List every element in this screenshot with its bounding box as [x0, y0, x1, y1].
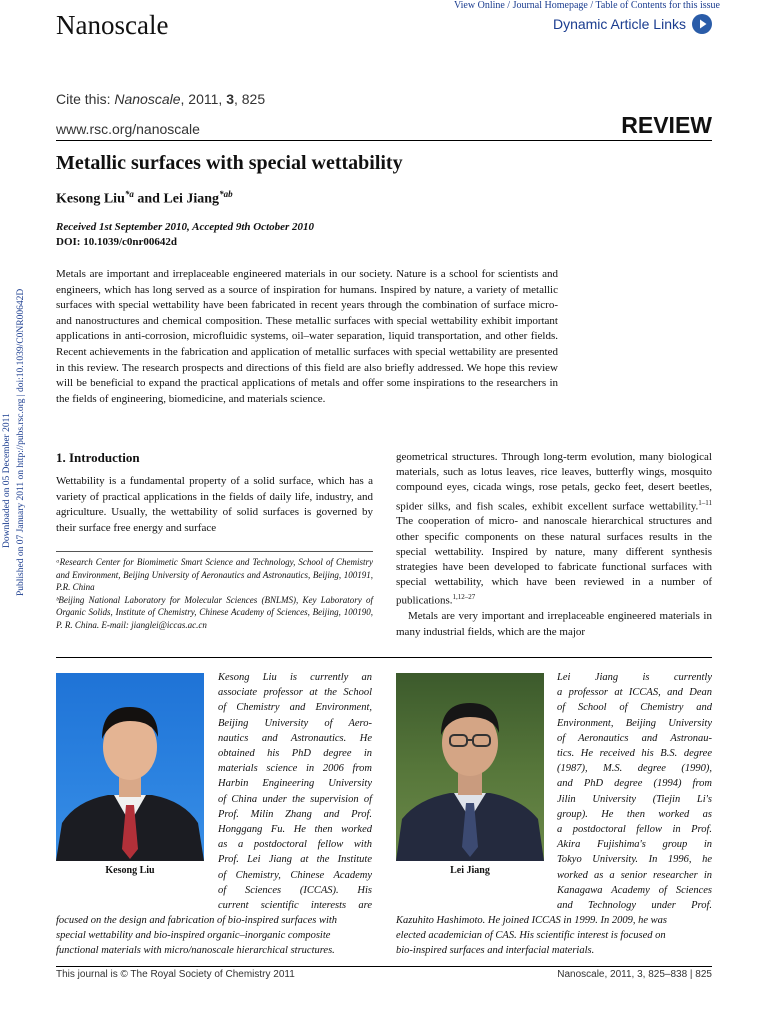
page-citation: Nanoscale, 2011, 3, 825–838 | 825 — [557, 969, 712, 980]
bio1-line: of Sciences (ICCAS). His — [218, 884, 372, 896]
bio1-tail — [56, 913, 373, 959]
website-link[interactable]: www.rsc.org/nanoscale — [56, 121, 200, 137]
cite-year: , 2011, — [180, 91, 227, 107]
cite-volume: 3 — [226, 91, 234, 107]
citation-ref-2[interactable]: 1,12–27 — [452, 593, 476, 602]
bio1-line: Beijing University of Aero- — [218, 717, 372, 729]
author-1-affil: *a — [124, 189, 134, 199]
bio1-line: Harbin Engineering University — [218, 778, 372, 790]
bio2-line: Tokyo University. In 1996, he — [557, 854, 712, 866]
intro-right-text-3: Metals are very important and irreplaceable engineered materials in many industrial fields, which are the major — [396, 610, 712, 638]
dynamic-links-label: Dynamic Article Links — [552, 16, 686, 32]
author-list — [56, 189, 233, 208]
journal-links[interactable]: View Online / Journal Homepage / Table of Contents for this issue — [454, 0, 720, 11]
header-rule — [56, 140, 712, 141]
section-heading: 1. Introduction — [56, 450, 140, 465]
portrait-figure — [396, 673, 544, 861]
download-date: Downloaded on 05 December 2011 — [2, 413, 12, 548]
bio1-line: nautics and Astronautics. He — [218, 732, 372, 744]
footer-rule — [56, 966, 712, 967]
cite-journal: Nanoscale — [114, 91, 181, 107]
bio2-line: and PhD degree (1994) from — [557, 778, 712, 790]
bio2-line: Lei Jiang is currently — [557, 672, 712, 683]
received-dates: Received 1st September 2010, Accepted 9th October 2010 — [56, 221, 315, 233]
bio2-line: of Aeronautics and Astronau- — [557, 732, 712, 744]
bio2-line: a professor at ICCAS, and Dean — [557, 687, 712, 699]
bio1-line: materials science in 2006 from — [218, 763, 372, 775]
bio2-line: Akira Fujishima's group in — [557, 839, 712, 851]
author-2-affil: *ab — [219, 189, 233, 199]
author-photo-lei-jiang — [396, 673, 544, 861]
bio1-line: obtained his PhD degree in — [218, 748, 372, 760]
abstract: Metals are important and irreplaceable engineered materials in our society. Nature is a school for scientists and engineers, which has long served as a source of inspiration for humans. Inspired by nature, a variety of metallic surfaces with special wettability have been fabricated in recent years through the combination of surface micro- and nanostructures and chemical composition. These metallic surfaces with special wettability exhibit important applications in anti-corrosion, microfluidic systems, oil–water separation, liquid transportation, and other fields. Recent achievements in the fabrication and application of metallic surfaces with special wettability are presented in this review. The research prospects and directions of this field are also briefly addressed. We hope this review will be beneficial to expand the practical applications of metals and offer some inspirations to the researchers in the fields of engineering, biomedicine, and materials science. — [56, 268, 558, 405]
portrait-figure — [56, 673, 204, 861]
bio2-tail-line: bio-inspired surfaces and interfacial materials. — [396, 945, 595, 957]
bio2-line: Jilin University (Tiejin Li's — [557, 793, 712, 805]
bio1-line: Prof. Milin Zhang and Prof. — [218, 808, 372, 820]
article-title: Metallic surfaces with special wettability — [56, 152, 403, 174]
play-arrow-icon — [692, 14, 712, 34]
footnote-a: ᵃResearch Center for Biomimetic Smart Science and Technology, School of Chemistry and Environment, Beijing University of Aeronautics and Astronautics, Beijing, 100191, P.R. China — [56, 557, 373, 592]
cite-prefix: Cite this: — [56, 91, 115, 107]
bio1-line: of China under the supervision of — [218, 793, 372, 805]
bio1-text — [218, 670, 372, 913]
doi: DOI: 10.1039/c0nr00642d — [56, 236, 177, 248]
bio1-caption: Kesong Liu — [105, 865, 155, 876]
bio2-line: a postdoctoral fellow in Prof. — [557, 824, 712, 836]
journal-name: Nanoscale — [56, 10, 169, 40]
cite-page: , 825 — [233, 91, 266, 107]
bio1-line: current scientific interests are — [218, 900, 372, 912]
bio1-line: Prof. Lei Jiang at the Institute — [218, 854, 372, 866]
citation-line — [56, 91, 265, 107]
intro-right-text-1: geometrical structures. Through long-term evolution, many biological materials, such as lotus leaves, rice leaves, butterfly wings, mosquito compound eyes, cicada wings, rose petals, gecko feet, desert beetles, spider silks, and fish scales, exhibit excellent surface wettability. — [396, 451, 712, 513]
intro-right-text-2: The cooperation of micro- and nanoscale hierarchical structures and other specific components on these natural surfaces results in the special wettability. Inspired by nature, many different synthesis strategies have been developed to fabricate functional surfaces with special wettability, which have been reviewed in a number of publications. — [396, 515, 712, 608]
footnote-rule — [56, 551, 373, 552]
dynamic-article-links[interactable] — [553, 14, 712, 34]
author-and: and — [133, 191, 164, 207]
bio1-tail-line: functional materials with micro/nanoscale hierarchical structures. — [56, 945, 335, 957]
intro-left-paragraph: Wettability is a fundamental property of a solid surface, which has a variety of practical applications in the fields of daily life, industry, and agriculture. Usually, the wettability of solid surfaces is governed by their surface free energy and surface — [56, 475, 373, 534]
bio2-text — [557, 670, 712, 913]
bio2-tail — [396, 913, 712, 959]
author-2: Lei Jiang — [163, 191, 220, 207]
bio-rule — [56, 657, 712, 658]
bio1-line: of Chemistry and Environment, — [218, 702, 372, 714]
bio1-line: of Chemistry, Chinese Academy — [218, 869, 372, 881]
bio2-tail-line: Kazuhito Hashimoto. He joined ICCAS in 1999. In 2009, he was — [396, 915, 667, 926]
bio2-line: Kanagawa Academy of Sciences — [557, 884, 712, 896]
article-type: REVIEW — [621, 112, 712, 138]
bio1-line: associate professor at the School — [218, 687, 372, 699]
bio1-line: Honggang Fu. He then worked — [218, 824, 372, 836]
bio2-line: and Technology under Prof. — [557, 900, 712, 912]
bio2-line: tics. He received his B.S. degree — [557, 748, 712, 760]
bio1-tail-line: focused on the design and fabrication of bio-inspired surfaces with — [56, 915, 338, 926]
bio2-line: worked as a senior researcher in — [557, 869, 712, 881]
bio1-line: Kesong Liu is currently an — [218, 672, 372, 683]
author-1: Kesong Liu — [56, 191, 125, 207]
citation-ref-1[interactable]: 1–11 — [698, 498, 712, 507]
footnote-b: ᵇBeijing National Laboratory for Molecular Sciences (BNLMS), Key Laboratory of Organic Solids, Institute of Chemistry, Chinese Academy of Sciences, Beijing, 100190, P. R. China. E-mail: jianglei@iccas.ac.cn — [56, 594, 373, 630]
bio1-line: as a postdoctoral fellow with — [218, 839, 372, 851]
bio2-line: group). He then worked as — [557, 808, 712, 820]
author-photo-kesong-liu — [56, 673, 204, 861]
intro-right-column — [396, 450, 712, 640]
bio2-tail-line: elected academician of CAS. His scientific interest is focused on — [396, 930, 666, 942]
bio2-line: of School of Chemistry and — [557, 702, 712, 714]
affiliation-footnotes — [56, 556, 373, 631]
bio2-line: (1987), M.S. degree (1990), — [557, 763, 712, 775]
copyright-notice: This journal is © The Royal Society of Chemistry 2011 — [56, 969, 295, 980]
bio2-line: Environment, Beijing University — [557, 717, 712, 729]
bio1-tail-line: special wettability and bio-inspired organic–inorganic composite — [56, 930, 331, 942]
bio2-caption: Lei Jiang — [450, 865, 490, 876]
publication-info[interactable]: Published on 07 January 2011 on http://pubs.rsc.org | doi:10.1039/C0NR00642D — [16, 288, 26, 596]
